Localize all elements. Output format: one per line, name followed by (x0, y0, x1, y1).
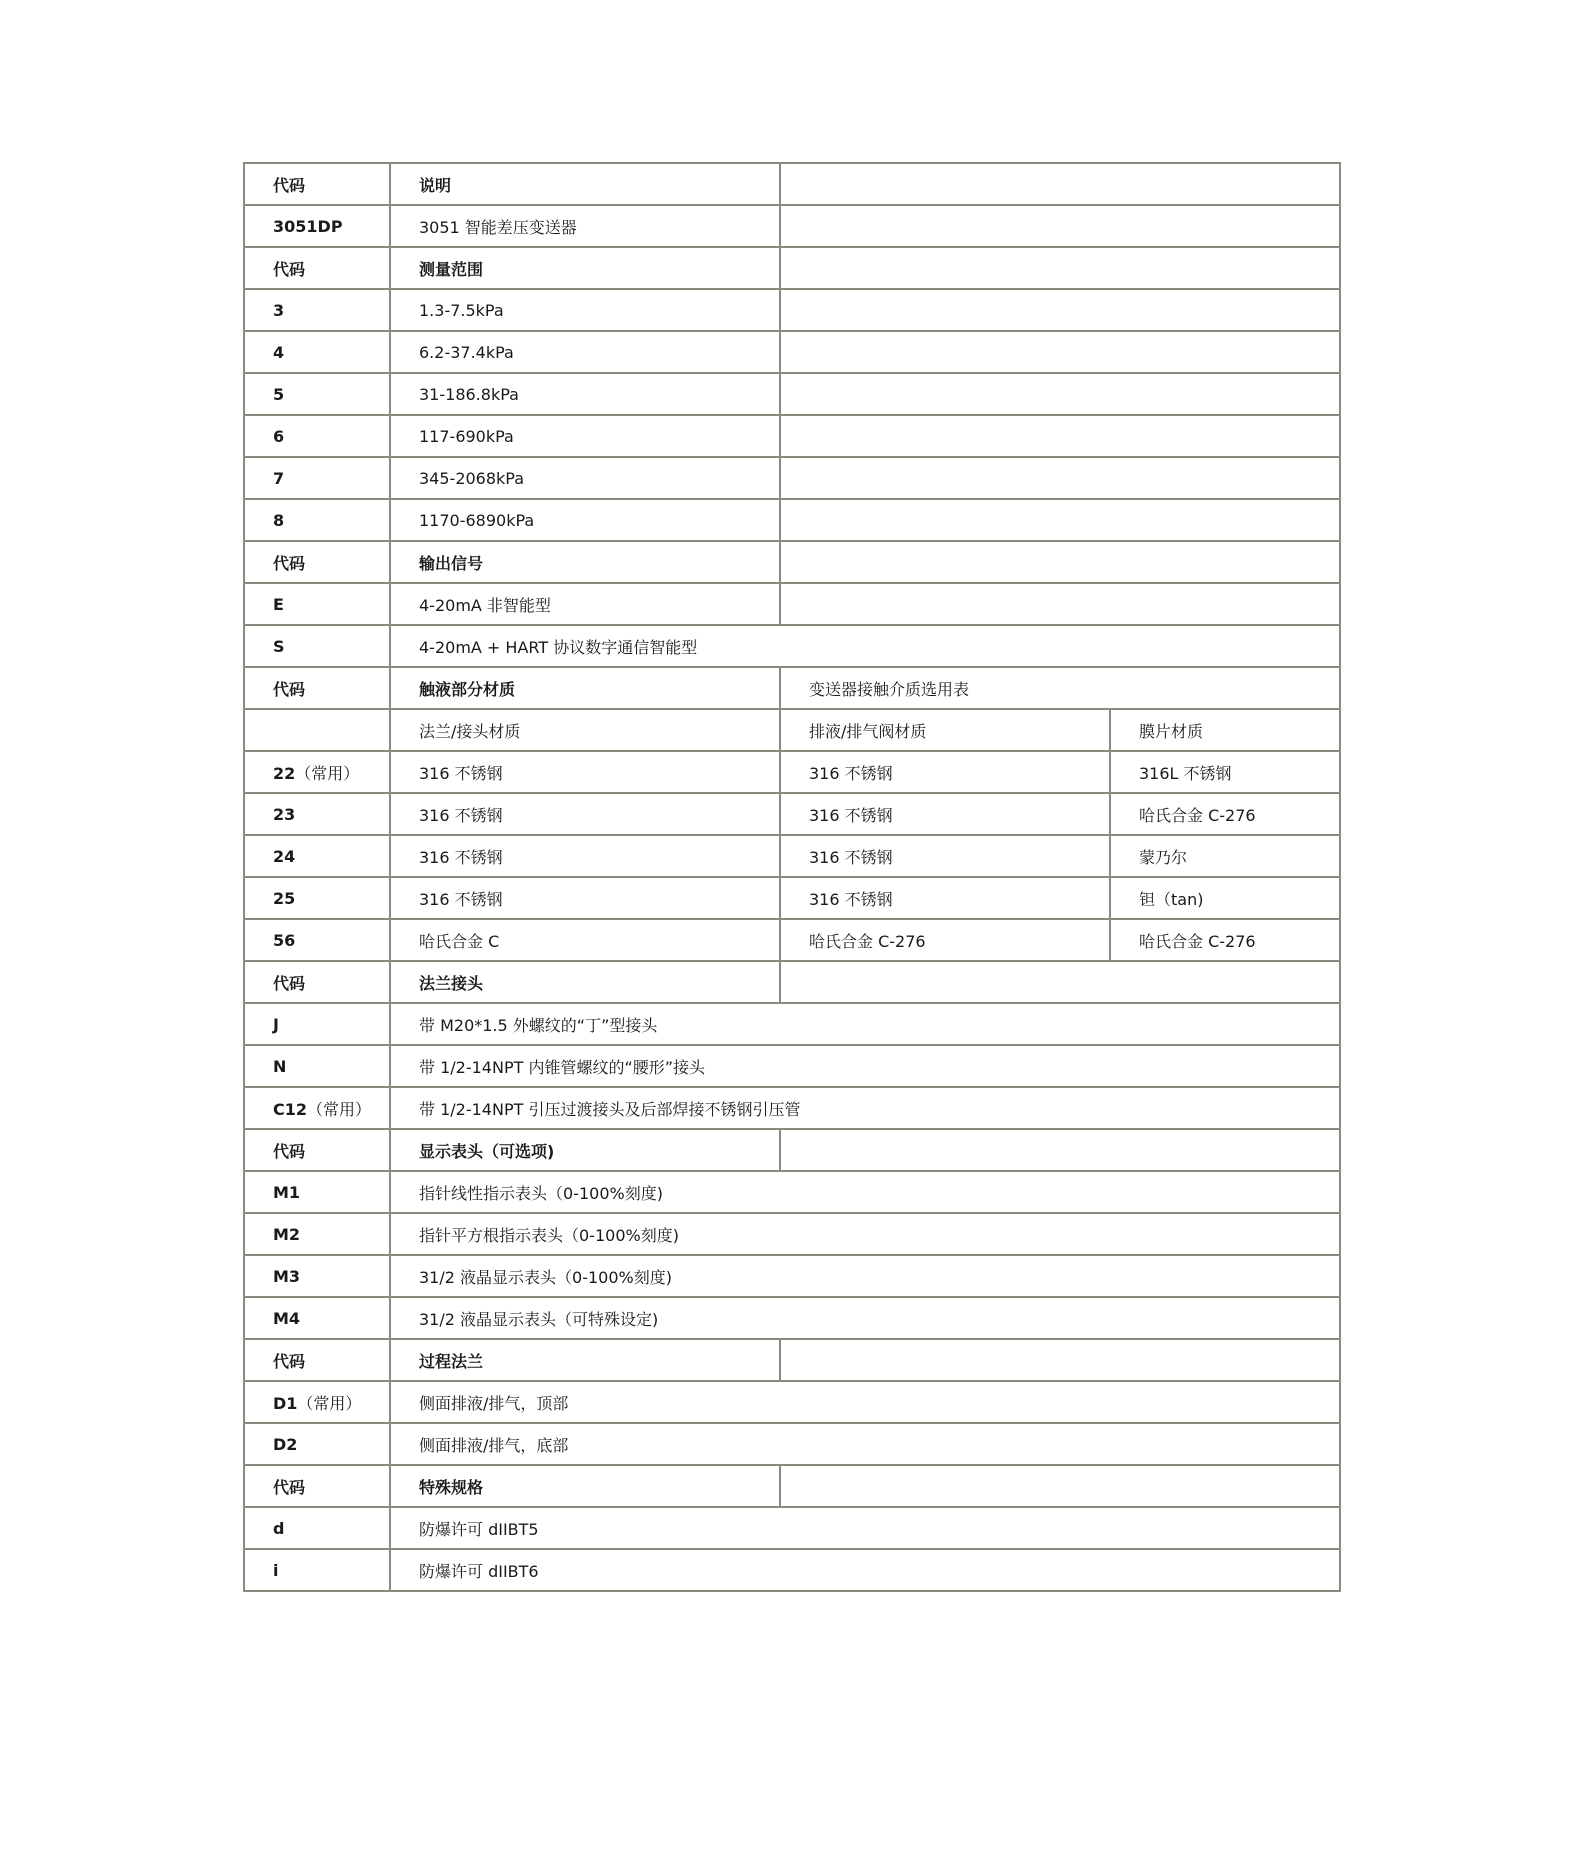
empty-cell (780, 415, 1340, 457)
description-cell: 316 不锈钢 (780, 793, 1110, 835)
description-cell: 触液部分材质 (390, 667, 780, 709)
description-cell: 侧面排液/排气，底部 (390, 1423, 1340, 1465)
table-row (244, 247, 1340, 289)
description-cell: 说明 (390, 163, 780, 205)
code-cell (244, 1045, 390, 1087)
table-row (244, 457, 1340, 499)
code-text: M3 (273, 1266, 301, 1286)
code-cell (244, 205, 390, 247)
table-row (244, 1087, 1340, 1129)
empty-cell (780, 331, 1340, 373)
code-cell (244, 667, 390, 709)
description-cell: 排液/排气阀材质 (780, 709, 1110, 751)
code-cell (244, 331, 390, 373)
table-row (244, 331, 1340, 373)
code-cell (244, 877, 390, 919)
code-text: D1 (273, 1393, 298, 1413)
code-text: 代码 (273, 175, 306, 195)
empty-cell (780, 1465, 1340, 1507)
description-cell: 316L 不锈钢 (1110, 751, 1340, 793)
table-row (244, 541, 1340, 583)
table-row (244, 163, 1340, 205)
code-cell (244, 919, 390, 961)
code-cell (244, 163, 390, 205)
table-row (244, 1213, 1340, 1255)
description-cell: 316 不锈钢 (780, 877, 1110, 919)
description-cell: 316 不锈钢 (390, 877, 780, 919)
code-cell (244, 1003, 390, 1045)
table-row (244, 751, 1340, 793)
code-text: 22 (273, 763, 296, 783)
empty-cell (780, 541, 1340, 583)
code-cell (244, 415, 390, 457)
table-row (244, 1423, 1340, 1465)
code-cell (244, 709, 390, 751)
table-row (244, 373, 1340, 415)
empty-cell (780, 373, 1340, 415)
description-cell: 316 不锈钢 (780, 835, 1110, 877)
description-cell: 侧面排液/排气，顶部 (390, 1381, 1340, 1423)
table-row (244, 499, 1340, 541)
code-text: N (273, 1056, 287, 1076)
table-row (244, 1339, 1340, 1381)
code-text: 24 (273, 846, 296, 866)
description-cell: 3051 智能差压变送器 (390, 205, 780, 247)
code-text: J (273, 1014, 279, 1034)
table-row (244, 1255, 1340, 1297)
table-row (244, 583, 1340, 625)
description-cell: 117-690kPa (390, 415, 780, 457)
code-cell (244, 793, 390, 835)
code-cell (244, 625, 390, 667)
description-cell: 显示表头（可选项) (390, 1129, 780, 1171)
description-cell: 膜片材质 (1110, 709, 1340, 751)
code-text: 代码 (273, 1477, 306, 1497)
code-cell (244, 1381, 390, 1423)
table-row (244, 1381, 1340, 1423)
empty-cell (780, 1129, 1340, 1171)
description-cell: 带 1/2-14NPT 内锥管螺纹的“腰形”接头 (390, 1045, 1340, 1087)
empty-cell (780, 163, 1340, 205)
description-cell: 测量范围 (390, 247, 780, 289)
code-cell (244, 1087, 390, 1129)
code-text: 6 (273, 426, 285, 446)
code-text: 代码 (273, 973, 306, 993)
code-text: d (273, 1518, 285, 1538)
description-cell: 哈氏合金 C-276 (780, 919, 1110, 961)
description-cell: 316 不锈钢 (390, 835, 780, 877)
code-text: 4 (273, 342, 285, 362)
table-row (244, 1465, 1340, 1507)
code-text: M2 (273, 1224, 301, 1244)
description-cell: 316 不锈钢 (780, 751, 1110, 793)
empty-cell (780, 499, 1340, 541)
code-text: 8 (273, 510, 285, 530)
code-cell (244, 247, 390, 289)
common-note: （常用） (295, 763, 360, 783)
table-row (244, 1549, 1340, 1591)
description-cell: 31/2 液晶显示表头（可特殊设定) (390, 1297, 1340, 1339)
code-cell (244, 1213, 390, 1255)
description-cell: 指针平方根指示表头（0-100%刻度) (390, 1213, 1340, 1255)
table-row (244, 961, 1340, 1003)
table-row (244, 709, 1340, 751)
description-cell: 带 M20*1.5 外螺纹的“丁”型接头 (390, 1003, 1340, 1045)
description-cell: 31/2 液晶显示表头（0-100%刻度) (390, 1255, 1340, 1297)
code-text: i (273, 1560, 279, 1580)
table-row (244, 835, 1340, 877)
table-row (244, 877, 1340, 919)
description-cell: 316 不锈钢 (390, 793, 780, 835)
description-cell: 哈氏合金 C (390, 919, 780, 961)
code-cell (244, 457, 390, 499)
description-cell: 31-186.8kPa (390, 373, 780, 415)
code-cell (244, 1297, 390, 1339)
description-cell: 6.2-37.4kPa (390, 331, 780, 373)
description-cell: 法兰/接头材质 (390, 709, 780, 751)
model-selection-table (243, 162, 1341, 1592)
code-text: C12 (273, 1099, 308, 1119)
code-cell (244, 583, 390, 625)
code-cell (244, 1507, 390, 1549)
table-row (244, 1507, 1340, 1549)
empty-cell (780, 289, 1340, 331)
code-cell (244, 751, 390, 793)
code-cell (244, 1129, 390, 1171)
table-row (244, 1297, 1340, 1339)
description-cell: 316 不锈钢 (390, 751, 780, 793)
description-cell: 哈氏合金 C-276 (1110, 919, 1340, 961)
description-cell: 哈氏合金 C-276 (1110, 793, 1340, 835)
description-cell: 防爆许可 dIIBT5 (390, 1507, 1340, 1549)
table-row (244, 1045, 1340, 1087)
description-cell: 特殊规格 (390, 1465, 780, 1507)
description-cell: 变送器接触介质选用表 (780, 667, 1340, 709)
code-cell (244, 373, 390, 415)
empty-cell (780, 247, 1340, 289)
code-cell (244, 1549, 390, 1591)
description-cell: 钽（tan) (1110, 877, 1340, 919)
description-cell: 带 1/2-14NPT 引压过渡接头及后部焊接不锈钢引压管 (390, 1087, 1340, 1129)
table-row (244, 205, 1340, 247)
description-cell: 指针线性指示表头（0-100%刻度) (390, 1171, 1340, 1213)
empty-cell (780, 583, 1340, 625)
table-row (244, 289, 1340, 331)
code-text: 23 (273, 804, 296, 824)
table-row (244, 625, 1340, 667)
empty-cell (780, 457, 1340, 499)
description-cell: 1.3-7.5kPa (390, 289, 780, 331)
table-row (244, 1129, 1340, 1171)
description-cell: 过程法兰 (390, 1339, 780, 1381)
code-text: 3 (273, 300, 285, 320)
code-text: 7 (273, 468, 285, 488)
description-cell: 输出信号 (390, 541, 780, 583)
common-note: （常用） (307, 1099, 372, 1119)
code-cell (244, 1171, 390, 1213)
code-text: D2 (273, 1434, 298, 1454)
code-text: 56 (273, 930, 296, 950)
empty-cell (780, 961, 1340, 1003)
code-cell (244, 1255, 390, 1297)
code-cell (244, 541, 390, 583)
code-text: M1 (273, 1182, 301, 1202)
code-text: 代码 (273, 553, 306, 573)
empty-cell (780, 1339, 1340, 1381)
code-text: M4 (273, 1308, 301, 1328)
description-cell: 345-2068kPa (390, 457, 780, 499)
code-text: S (273, 636, 285, 656)
code-text: 代码 (273, 1351, 306, 1371)
description-cell: 防爆许可 dIIBT6 (390, 1549, 1340, 1591)
description-cell: 4-20mA + HART 协议数字通信智能型 (390, 625, 1340, 667)
common-note: （常用） (297, 1393, 362, 1413)
table-row (244, 1003, 1340, 1045)
code-text: E (273, 594, 284, 614)
table-row (244, 919, 1340, 961)
code-text: 代码 (273, 679, 306, 699)
table-row (244, 793, 1340, 835)
code-text: 5 (273, 384, 285, 404)
code-text: 代码 (273, 1141, 306, 1161)
code-cell (244, 289, 390, 331)
description-cell: 蒙乃尔 (1110, 835, 1340, 877)
code-text: 代码 (273, 259, 306, 279)
code-cell (244, 499, 390, 541)
code-text: 25 (273, 888, 296, 908)
code-cell (244, 961, 390, 1003)
description-cell: 1170-6890kPa (390, 499, 780, 541)
code-cell (244, 835, 390, 877)
code-text: 3051DP (273, 216, 343, 236)
table-row (244, 415, 1340, 457)
description-cell: 法兰接头 (390, 961, 780, 1003)
table-row (244, 1171, 1340, 1213)
code-cell (244, 1465, 390, 1507)
empty-cell (780, 205, 1340, 247)
code-cell (244, 1339, 390, 1381)
code-cell (244, 1423, 390, 1465)
description-cell: 4-20mA 非智能型 (390, 583, 780, 625)
table-row (244, 667, 1340, 709)
